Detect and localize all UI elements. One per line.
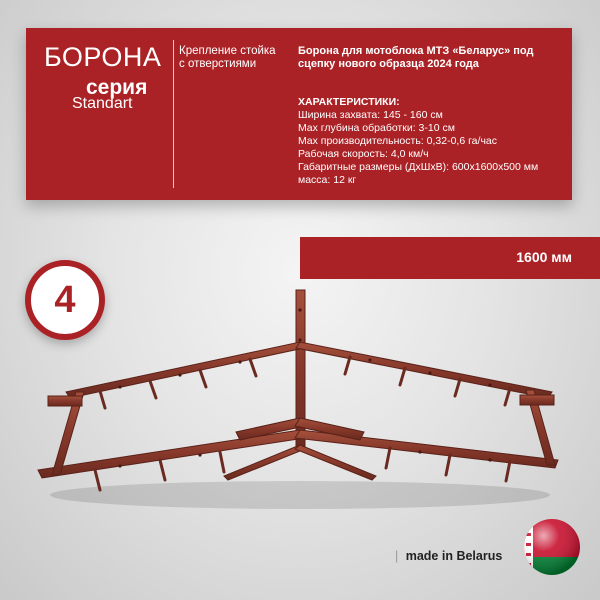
spec-line: Габаритные размеры (ДхШхВ): 600х1600х500 мм — [298, 161, 539, 173]
series-name: Standart — [72, 95, 133, 112]
mount-note: Крепление стойка с отверстиями — [179, 45, 276, 70]
specs-heading: ХАРАКТЕРИСТИКИ: — [298, 96, 400, 108]
spec-line: Max производительность: 0,32-0,6 га/час — [298, 135, 498, 147]
product-description: Борона для мотоблока МТЗ «Беларус» под сцепку нового образца 2024 года — [298, 45, 534, 70]
dimension-band — [300, 237, 600, 279]
spec-line: масса: 12 кг — [298, 174, 357, 186]
badge-number: 4 — [54, 278, 76, 321]
origin-separator: | — [395, 549, 399, 563]
dimension-label: 1600 мм — [516, 249, 572, 265]
specs-block — [298, 96, 566, 187]
origin-text: made in Belarus — [405, 549, 503, 563]
product-title: БОРОНА — [44, 42, 162, 72]
spec-line: Рабочая скорость: 4,0 км/ч — [298, 148, 429, 160]
series-label: серия — [86, 76, 148, 99]
header-banner — [26, 28, 572, 200]
header-divider — [173, 40, 174, 188]
spec-line: Ширина захвата: 145 - 160 см — [298, 109, 443, 121]
harrow-frame-image — [0, 280, 600, 520]
origin-note — [395, 549, 502, 563]
belarus-flag-ball-icon — [520, 515, 584, 579]
spec-line: Max глубина обработки: 3-10 см — [298, 122, 455, 134]
